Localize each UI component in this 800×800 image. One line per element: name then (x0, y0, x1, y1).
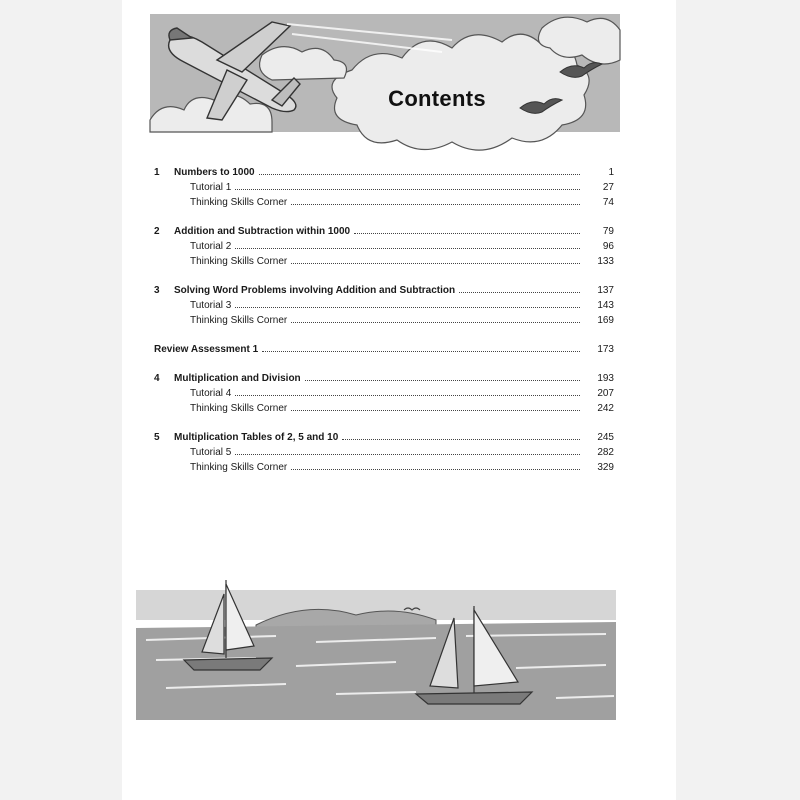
toc-chapter-number: 4 (154, 373, 160, 384)
toc-subentry (154, 401, 614, 416)
toc-page-number: 79 (602, 226, 614, 237)
book-page (122, 0, 676, 800)
toc-leader-dots (259, 173, 580, 175)
toc-chapter-number: 3 (154, 285, 160, 296)
toc-page-number: 74 (602, 197, 614, 208)
toc-page-number: 143 (597, 300, 614, 311)
toc-entry (154, 371, 614, 386)
toc-subentry (154, 313, 614, 328)
toc-subentry-title: Thinking Skills Corner (190, 403, 288, 414)
toc-leader-dots (291, 409, 580, 411)
toc-page-number: 137 (597, 285, 614, 296)
toc-chapter-title: Numbers to 1000 (174, 167, 255, 178)
toc-page-number: 193 (597, 373, 614, 384)
toc-section (154, 283, 614, 328)
toc-section (154, 430, 614, 475)
toc-leader-dots (235, 247, 580, 249)
toc-entry (154, 224, 614, 239)
toc-chapter-title: Multiplication Tables of 2, 5 and 10 (174, 432, 339, 443)
toc-leader-dots (459, 291, 580, 293)
toc-page-number: 242 (597, 403, 614, 414)
toc-subentry (154, 195, 614, 210)
toc-leader-dots (354, 232, 580, 234)
toc-entry (154, 165, 614, 180)
toc-page-number: 173 (597, 344, 614, 355)
toc-section (154, 165, 614, 210)
toc-page-number: 96 (602, 241, 614, 252)
toc-page-number: 329 (597, 462, 614, 473)
toc-subentry-title: Thinking Skills Corner (190, 462, 288, 473)
toc-leader-dots (291, 468, 580, 470)
toc-subentry (154, 298, 614, 313)
toc-subentry-title: Thinking Skills Corner (190, 197, 288, 208)
toc-leader-dots (291, 262, 580, 264)
toc-page-number: 1 (608, 167, 614, 178)
toc-leader-dots (235, 306, 580, 308)
toc-leader-dots (342, 438, 580, 440)
toc-chapter-title: Review Assessment 1 (154, 344, 259, 355)
toc-section (154, 224, 614, 269)
toc-page-number: 133 (597, 256, 614, 267)
toc-entry (154, 342, 614, 357)
toc-leader-dots (235, 453, 580, 455)
toc-leader-dots (262, 350, 580, 352)
toc-subentry-title: Thinking Skills Corner (190, 256, 288, 267)
toc-subentry (154, 239, 614, 254)
toc-entry (154, 430, 614, 445)
toc-leader-dots (235, 394, 580, 396)
sailboats-illustration (136, 570, 616, 720)
toc-subentry-title: Tutorial 3 (190, 300, 232, 311)
toc-subentry-title: Tutorial 5 (190, 447, 232, 458)
toc-chapter-number: 1 (154, 167, 160, 178)
page-title: Contents (388, 86, 486, 111)
toc-chapter-number: 5 (154, 432, 160, 443)
airplane-clouds-illustration (122, 0, 676, 160)
toc-section (154, 371, 614, 416)
toc-entry (154, 283, 614, 298)
toc-leader-dots (291, 203, 580, 205)
toc-leader-dots (235, 188, 580, 190)
toc-subentry-title: Tutorial 2 (190, 241, 232, 252)
toc-page-number: 282 (597, 447, 614, 458)
toc-chapter-title: Solving Word Problems involving Addition and Subtraction (174, 285, 456, 296)
toc-leader-dots (305, 379, 580, 381)
toc-chapter-title: Addition and Subtraction within 1000 (174, 226, 351, 237)
toc-subentry-title: Tutorial 4 (190, 388, 232, 399)
toc-subentry (154, 180, 614, 195)
toc-subentry (154, 460, 614, 475)
toc-page-number: 27 (602, 182, 614, 193)
toc-page-number: 245 (597, 432, 614, 443)
toc-chapter-number: 2 (154, 226, 160, 237)
toc-subentry (154, 445, 614, 460)
toc-page-number: 169 (597, 315, 614, 326)
toc-subentry (154, 254, 614, 269)
toc-page-number: 207 (597, 388, 614, 399)
toc-subentry (154, 386, 614, 401)
toc-subentry-title: Tutorial 1 (190, 182, 232, 193)
table-of-contents (154, 165, 614, 489)
toc-chapter-title: Multiplication and Division (174, 373, 301, 384)
toc-section (154, 342, 614, 357)
toc-leader-dots (291, 321, 580, 323)
toc-subentry-title: Thinking Skills Corner (190, 315, 288, 326)
